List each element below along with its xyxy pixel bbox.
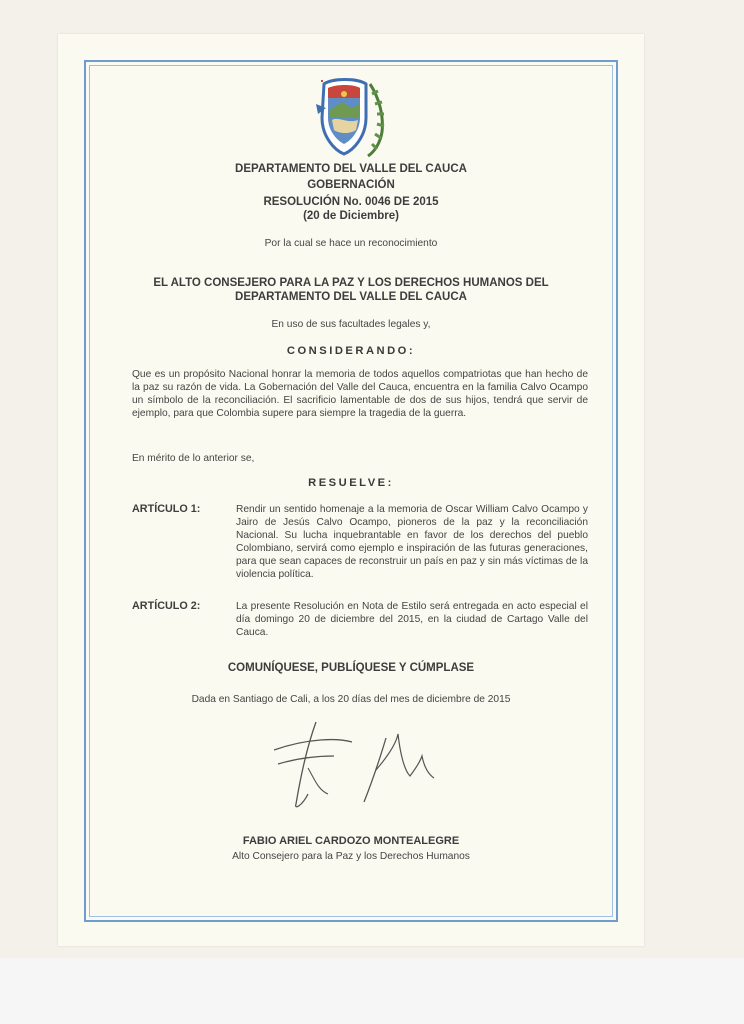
considerando-paragraph: Que es un propósito Nacional honrar la memoria de todos aquellos compatriotas que han hecho de la paz su razón de vida. La Gobernación del Valle del Cauca, encuentra en la familia Calvo Ocampo un símbolo de la reconciliación. El sacrificio lamentable de dos de sus hijos, tendrá que servir de ejemplo, para que Colombia supere para siempre la tragedia de la guerra. (132, 369, 588, 419)
article-1-label: ARTÍCULO 1: (132, 503, 201, 515)
signer-name: FABIO ARIEL CARDOZO MONTEALEGRE (242, 835, 460, 847)
legal-powers-text: En uso de sus facultades legales y, (271, 319, 431, 330)
handwritten-signature (268, 708, 438, 818)
resolution-date: (20 de Diciembre) (303, 210, 399, 222)
coat-of-arms-seal (312, 74, 396, 160)
scan-background (0, 958, 744, 1024)
considerando-heading: CONSIDERANDO: (286, 345, 416, 357)
signer-title: Alto Consejero para la Paz y los Derechos Humanos (232, 851, 470, 862)
resuelve-heading: RESUELVE: (308, 477, 394, 489)
authority-line-1: EL ALTO CONSEJERO PARA LA PAZ Y LOS DERECHOS HUMANOS DEL (153, 277, 549, 289)
article-2-label: ARTÍCULO 2: (132, 600, 201, 612)
article-1-text: Rendir un sentido homenaje a la memoria de Oscar William Calvo Ocampo y Jairo de Jesús Calvo Ocampo, pioneros de la paz y la reconciliación Nacional. Su lucha inquebrantable en favor de los derechos del pueblo Colombiano, servirá como ejemplo e inspiración de las futuras generaciones, para que sean capaces de reconstruir un país en paz y sin más víctimas de la violencia política. (236, 504, 588, 580)
resolution-subtitle: Por la cual se hace un reconocimiento (264, 238, 438, 249)
closing-formula: COMUNÍQUESE, PUBLÍQUESE Y CÚMPLASE (227, 662, 475, 674)
department-heading: DEPARTAMENTO DEL VALLE DEL CAUCA (235, 163, 467, 175)
authority-line-2: DEPARTAMENTO DEL VALLE DEL CAUCA (235, 291, 467, 303)
article-2-text: La presente Resolución en Nota de Estilo será entregada en acto especial el día domingo 20 de diciembre del 2015, en la ciudad de Cartago Valle del Cauca. (236, 601, 588, 638)
given-place-date: Dada en Santiago de Cali, a los 20 días del mes de diciembre de 2015 (191, 694, 511, 705)
governorship-heading: GOBERNACIÓN (307, 179, 395, 191)
resolution-number: RESOLUCIÓN No. 0046 DE 2015 (263, 196, 439, 208)
merit-text: En mérito de lo anterior se, (132, 453, 255, 464)
